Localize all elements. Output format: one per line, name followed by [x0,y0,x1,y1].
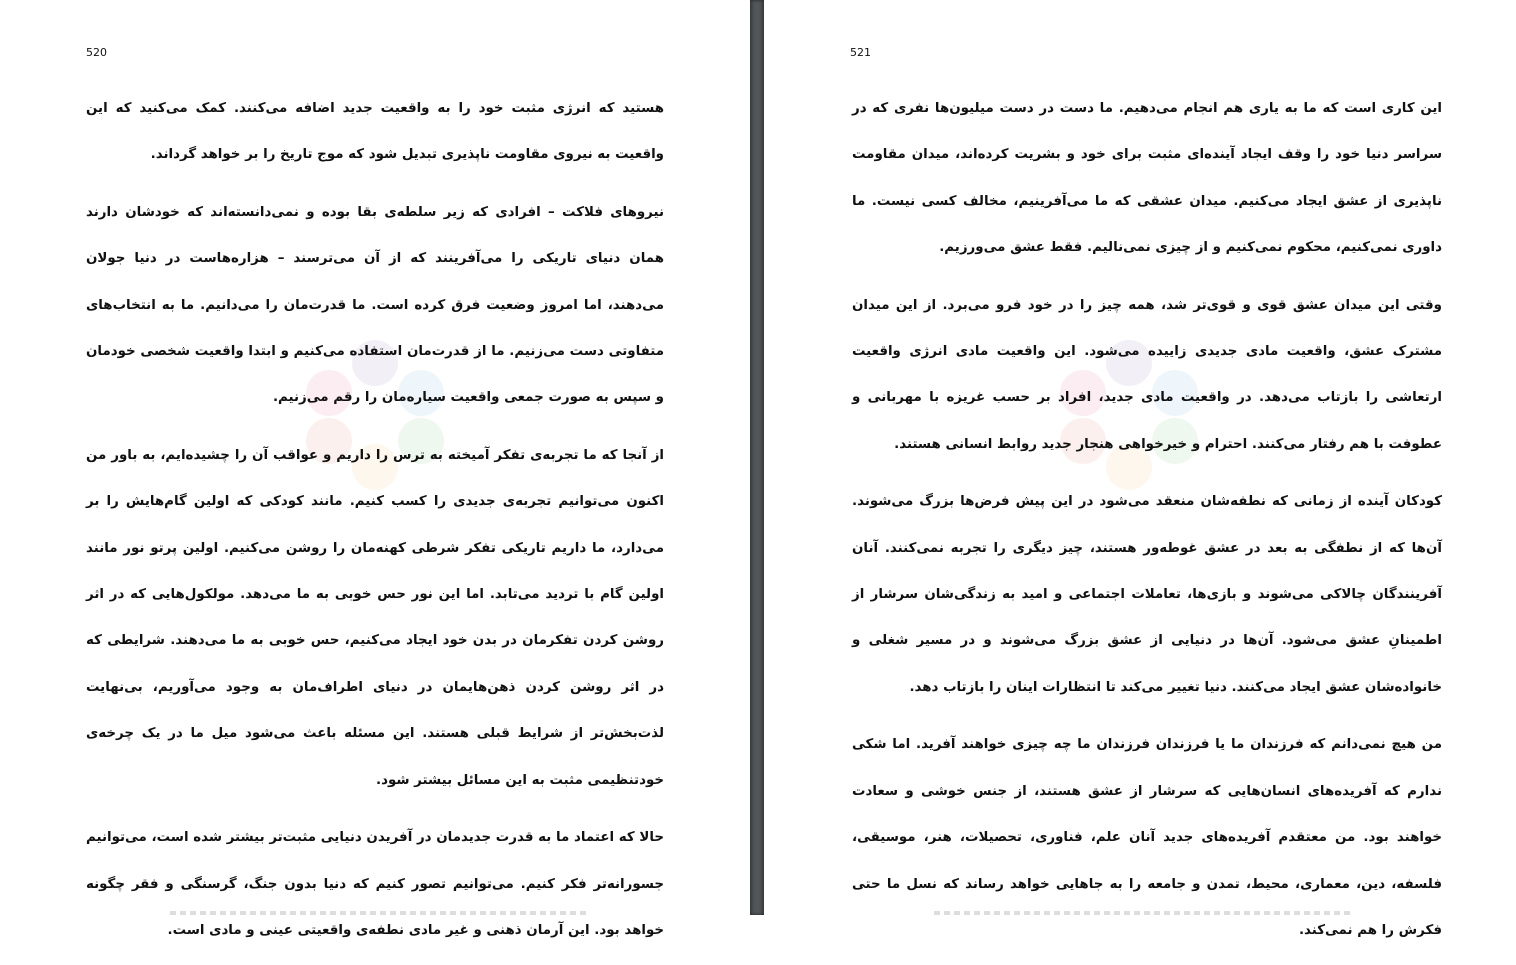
page-number: 520 [86,46,107,59]
paragraph: این کاری است که ما به یاری هم انجام می‌دهیم. ما دست در دست میلیون‌ها نفری که در سراسر دنیا خود را وقف ایجاد آینده‌ای مثبت برای خود و بشریت کرده‌اند، میدان مقاومت ناپذیری از عشق ایجاد می‌کنیم. میدان عشقی که ما می‌آفرینیم، مخالف کسی نیست. ما داوری نمی‌کنیم، محکوم نمی‌کنیم و از چیزی نمی‌نالیم. فقط عشق می‌ورزیم. [852,101,1442,256]
paragraph: من هیچ نمی‌دانم که فرزندان ما یا فرزندان فرزندان ما چه چیزی خواهند آفرید. اما شکی ندارم که آفریده‌های انسان‌هایی که سرشار از عشق هستند، از جنس خوشی و سعادت خواهند بود. من معتقدم آفریده‌های جدید آنان علم، فناوری، تحصیلات، هنر، موسیقی، فلسفه، دین، معماری، محیط، تمدن و جامعه را به جاهایی خواهد رساند که نسل ما حتی فکرش را هم نمی‌کند. [852,737,1442,938]
next-line-fragment [934,911,1354,915]
page-521 [764,0,1516,938]
paragraph: وقتی این میدان عشق قوی و قوی‌تر شد، همه چیز را در خود فرو می‌برد. از این میدان مشترک عشق، واقعیت مادی جدیدی زاییده می‌شود. این واقعیت مادی انرژی واقعیت ارتعاشی را بازتاب می‌دهد. در واقعیت مادی جدید، افراد بر حسب غریزه با مهربانی و عطوفت با هم رفتار می‌کنند. احترام و خیرخواهی هنجار جدید روابط انسانی هستند. [852,297,1442,452]
body-text [852,86,1442,965]
paragraph: از آنجا که ما تجربه‌ی تفکر آمیخته به ترس را داریم و عواقب آن را چشیده‌ایم، به باور من اکنون می‌توانیم تجربه‌ی جدیدی را کسب کنیم. مانند کودکی که اولین گام‌هایش را بر می‌دارد، ما داریم تاریکی تفکر شرطی کهنه‌مان را روشن می‌کنیم. اولین پرتو نور مانند اولین گام با تردید می‌تابد. اما این نور حس خوبی به ما می‌دهد. مولکول‌هایی که در اثر روشن کردن تفکرمان در بدن خود ایجاد می‌کنیم، حس خوبی به ما می‌دهند. شرایطی که در اثر روشن کردن ذهن‌هایمان در دنیای اطراف‌مان به وجود می‌آوریم، بی‌نهایت لذت‌بخش‌تر از شرایط قبلی هستند. این مسئله باعث می‌شود میل ما در یک چرخه‌ی خودتنظیمی مثبت به این مسائل بیشتر شود. [86,447,664,788]
next-line-fragment [170,911,590,915]
page-number: 521 [850,46,871,59]
paragraph: کودکان آینده از زمانی که نطفه‌شان منعقد می‌شود در این پیش فرض‌ها بزرگ می‌شوند. آن‌ها که از نطفگی به بعد در عشق غوطه‌ور هستند، چیز دیگری را تجربه نمی‌کنند. آنان آفرینندگان چالاکی می‌شوند و بازی‌ها، تعاملات اجتماعی و امید به زندگی‌شان سرشار از اطمینانِ عشق می‌شود. آن‌ها در دنیایی از عشق بزرگ می‌شوند و در مسیر شغلی و خانواده‌شان عشق ایجاد می‌کنند. دنیا تغییر می‌کند تا انتظارات اینان را بازتاب دهد. [852,494,1442,695]
page-gutter [750,0,764,915]
body-text [86,86,664,965]
paragraph: هستید که انرژی مثبت خود را به واقعیت جدید اضافه می‌کنند. کمک می‌کنید که این واقعیت به نیروی مقاومت ناپذیری تبدیل شود که موج تاریخ را بر خواهد گرداند. [86,101,664,163]
paragraph: حالا که اعتماد ما به قدرت جدیدمان در آفریدن دنیایی مثبت‌تر بیشتر شده است، می‌توانیم جسورانه‌تر فکر کنیم. می‌توانیم تصور کنیم که دنیا بدون جنگ، گرسنگی و فقر چگونه خواهد بود. این آرمان ذهنی و غیر مادی نطفه‌ی واقعیتی عینی و مادی است. [86,830,664,938]
paragraph: نیروهای فلاکت – افرادی که زیر سلطه‌ی بقا بوده و نمی‌دانسته‌اند که خودشان دارند همان دنیای تاریکی را می‌آفرینند که از آن می‌ترسند – هزاره‌هاست در دنیا جولان می‌دهند، اما امروز وضعیت فرق کرده است. ما قدرت‌مان را می‌دانیم. ما به انتخاب‌های متفاوتی دست می‌زنیم. ما از قدرت‌مان استفاده می‌کنیم و ابتدا واقعیت شخصی خودمان و سپس به صورت جمعی واقعیت سیاره‌مان را رقم می‌زنیم. [86,204,664,406]
page-520 [0,0,750,938]
